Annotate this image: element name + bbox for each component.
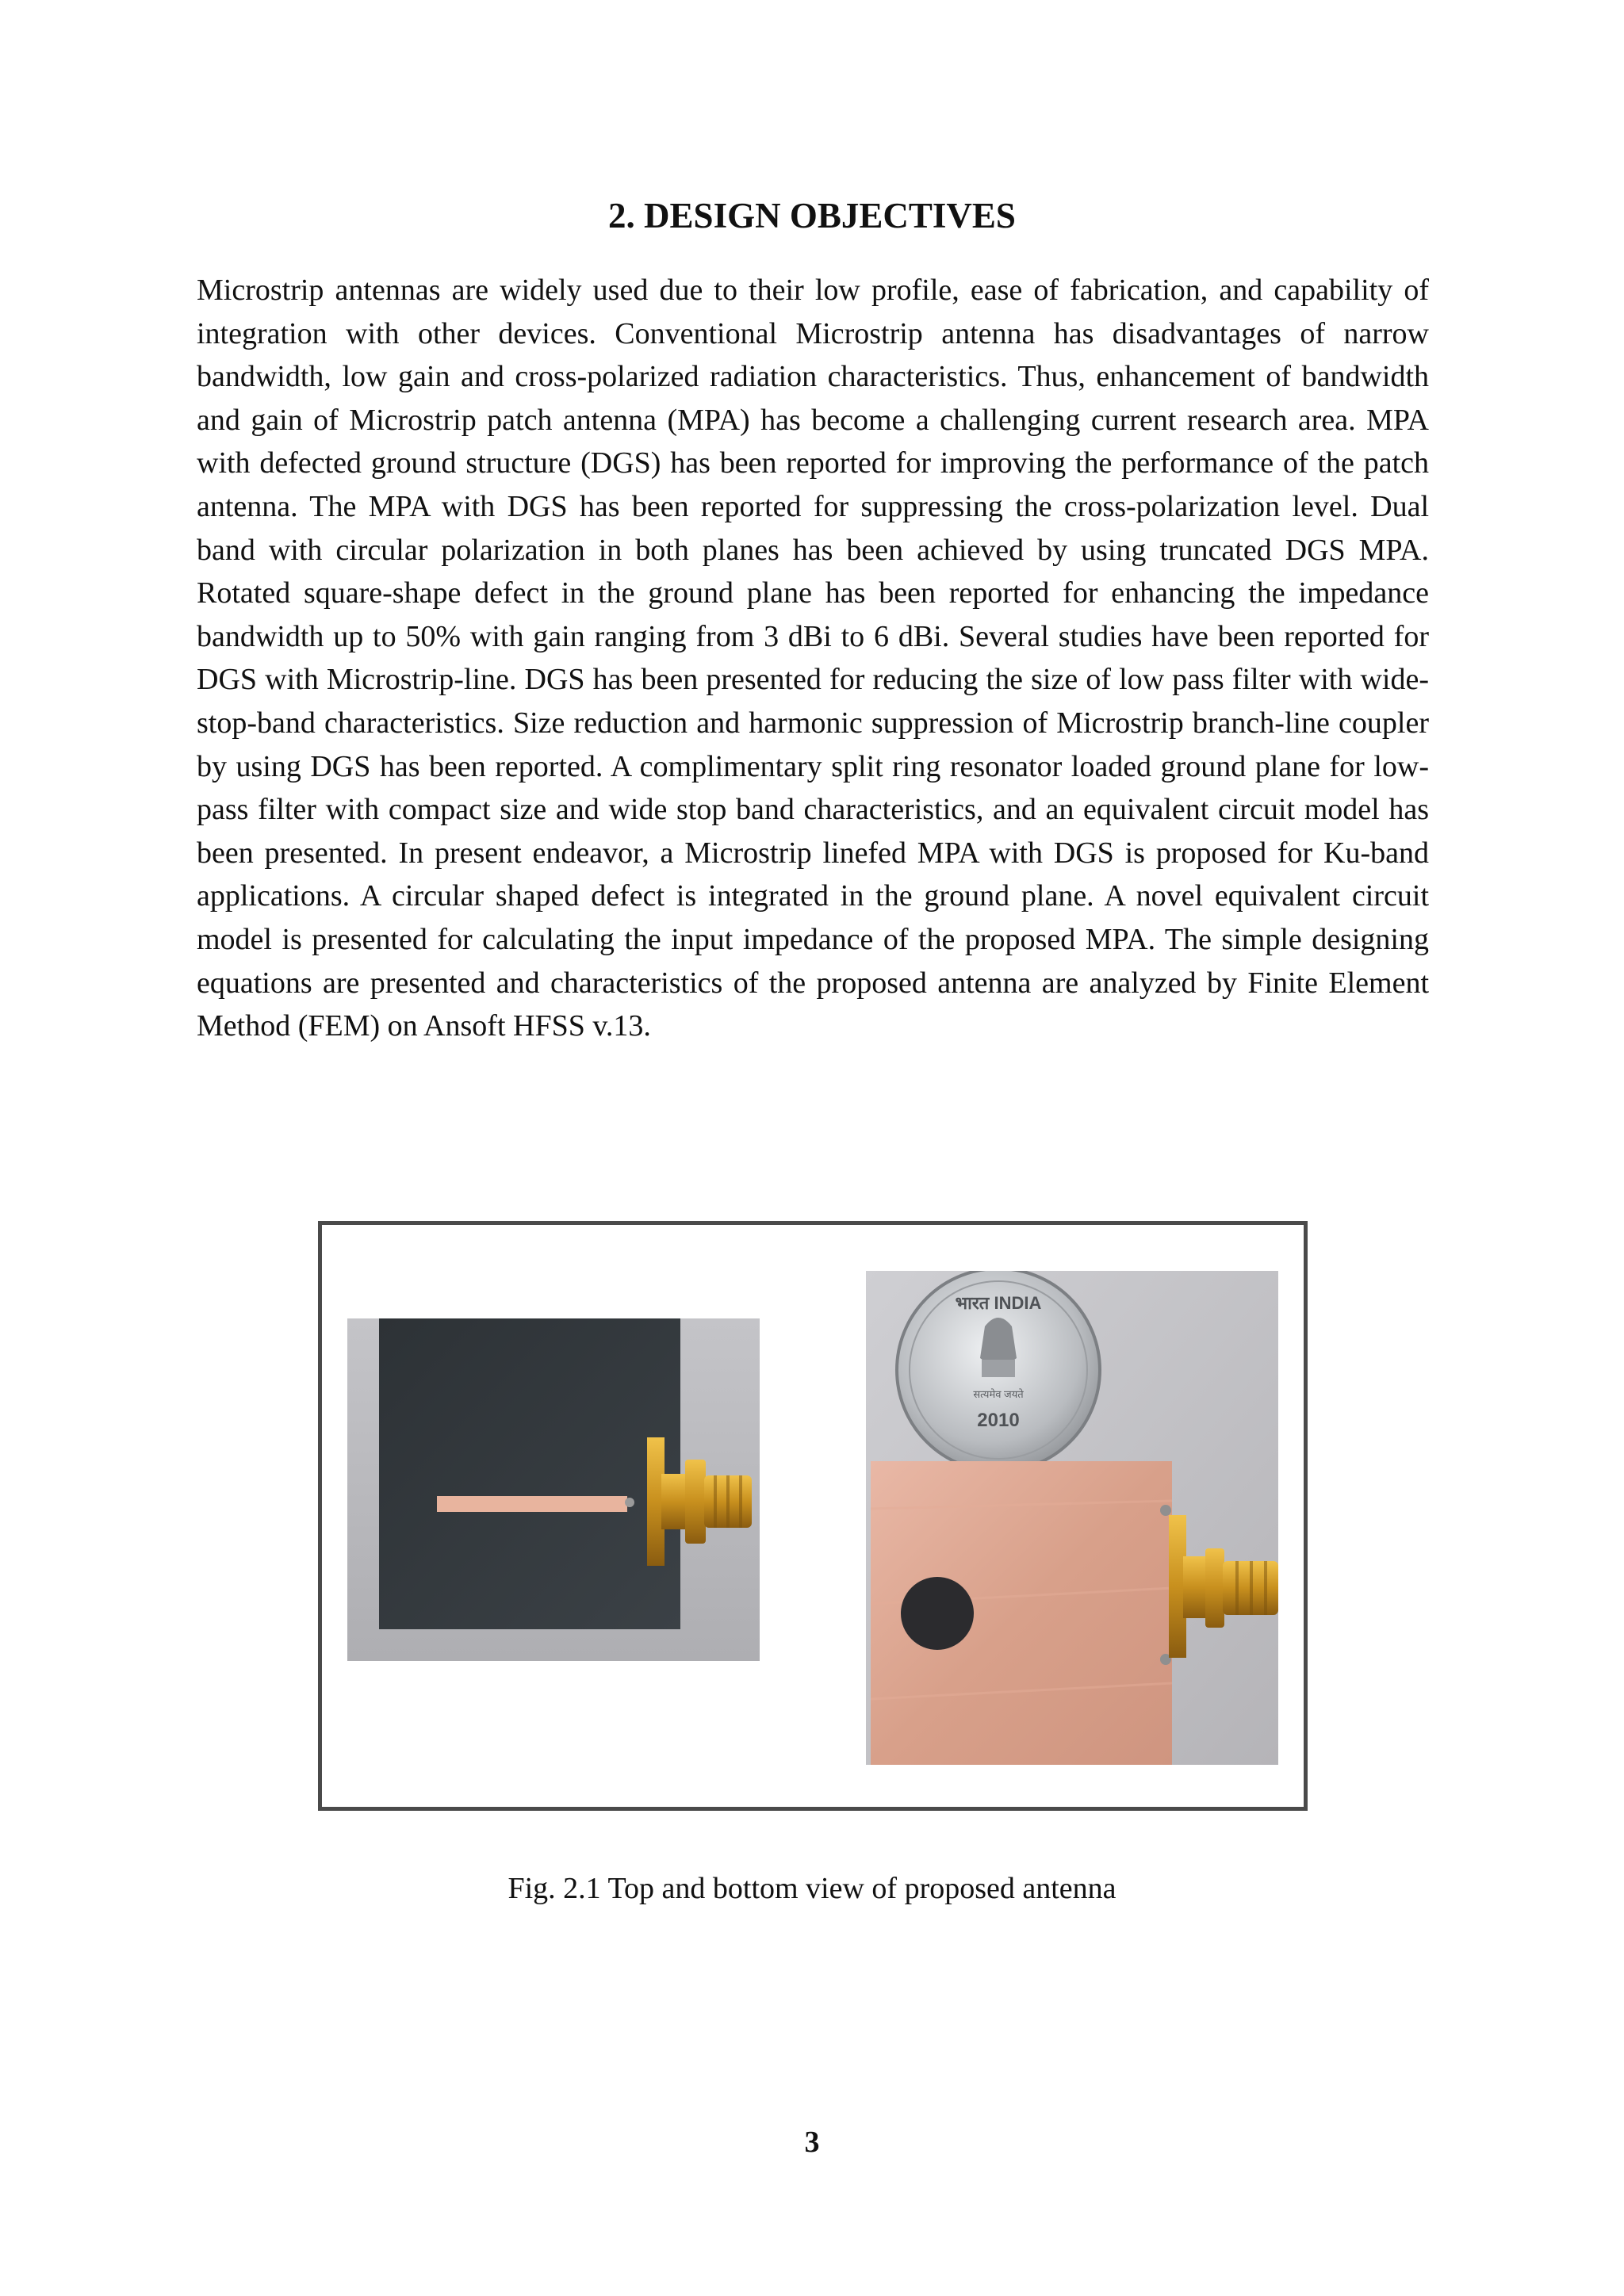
substrate-board (379, 1318, 680, 1629)
microstrip-feed-line (437, 1496, 627, 1512)
antenna-bottom-view-drawing (866, 1271, 1278, 1765)
body-paragraph: Microstrip antennas are widely used due to their low profile, ease of fabrication, and capability of integration with other devices. Conventional Microstrip antenna has disadvantages of narrow bandwidth, low gain and cross-polarized radiation characteristics. Thus, enhancement of bandwidth and gain of Microstrip patch antenna (MPA) has become a challenging current research area. MPA with defected ground structure (DGS) has been reported for improving the performance of the patch antenna. The MPA with DGS has been reported for suppressing the cross-polarization level. Dual band with circular polarization in both planes has been achieved by using truncated DGS MPA. Rotated square-shape defect in the ground plane has been reported for enhancing the impedance bandwidth up to 50% with gain ranging from 3 dBi to 6 dBi. Several studies have been reported for DGS with Microstrip-line. DGS has been presented for reducing the size of low pass filter with wide-stop-band characteristics. Size reduction and harmonic suppression of Microstrip branch-line coupler by using DGS has been reported. A complimentary split ring resonator loaded ground plane for low-pass filter with compact size and wide stop band characteristics, and an equivalent circuit model has been presented. In present endeavor, a Microstrip linefed MPA with DGS is proposed for Ku-band applications. A circular shaped defect is integrated in the ground plane. A novel equivalent circuit model is presented for calculating the input impedance of the proposed MPA. The simple designing equations are presented and characteristics of the proposed antenna are analyzed by Finite Element Method (FEM) on Ansoft HFSS v.13. (197, 274, 1429, 1043)
antenna-top-view-drawing (347, 1318, 760, 1661)
coin-text-top: भारत INDIA (955, 1293, 1042, 1313)
page-number: 3 (804, 2126, 820, 2159)
antenna-top-view-photo (347, 1318, 760, 1661)
coin (897, 1271, 1100, 1471)
coin-year: 2010 (977, 1410, 1020, 1431)
sma-nut (685, 1460, 706, 1544)
figure-caption: Fig. 2.1 Top and bottom view of proposed antenna (508, 1872, 1116, 1905)
antenna-bottom-view-photo (866, 1271, 1278, 1765)
coin-motto: सत्यमेव जयते (973, 1388, 1024, 1400)
figure-frame (318, 1221, 1308, 1811)
section-heading: 2. DESIGN OBJECTIVES (608, 196, 1016, 235)
circular-dgs-defect (901, 1577, 974, 1650)
